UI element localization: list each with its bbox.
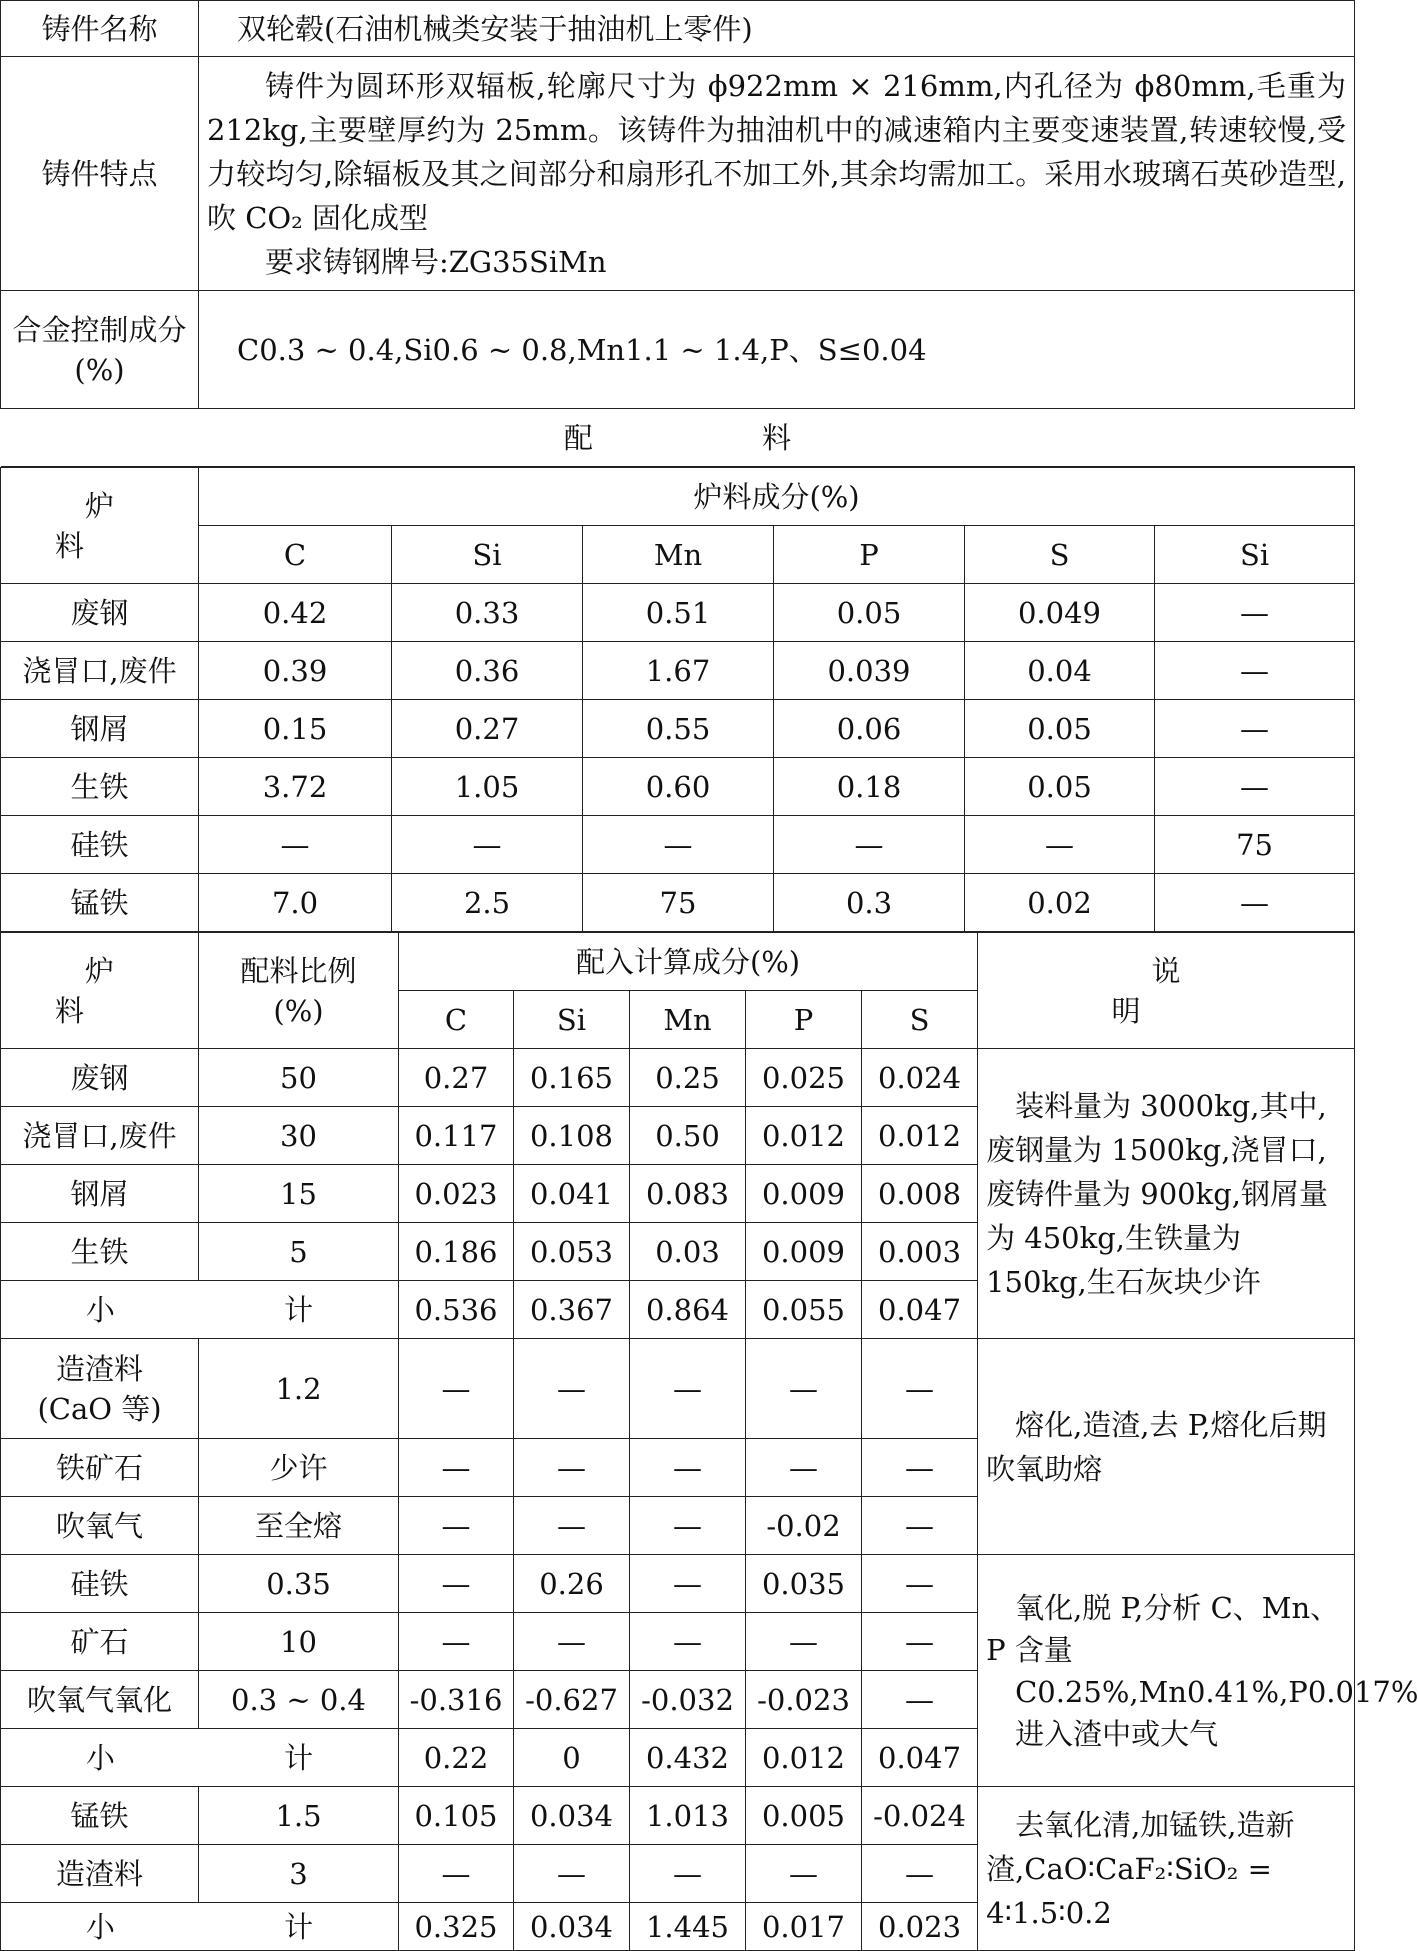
- table-row: [1, 758, 1355, 816]
- cell: 0.536: [399, 1281, 514, 1339]
- cell: 0.02: [965, 874, 1155, 932]
- cell: 0.165: [514, 1049, 630, 1107]
- cell: 0.003: [862, 1223, 978, 1281]
- cell: 0.04: [965, 642, 1155, 700]
- cell: 0.05: [774, 584, 965, 642]
- cell: —: [1155, 874, 1355, 932]
- table-row: [1, 1555, 1355, 1613]
- cell: —: [399, 1497, 514, 1555]
- cell: —: [514, 1339, 630, 1439]
- cell: 0.023: [862, 1903, 978, 1951]
- block2-note: [978, 1339, 1355, 1555]
- cell: —: [862, 1671, 978, 1729]
- calc-col-p: P: [746, 991, 862, 1049]
- calc-row-label-text: 炉 料: [54, 953, 174, 1028]
- calc-note-label: [978, 933, 1355, 1049]
- cell: 0.05: [965, 700, 1155, 758]
- cell: —: [399, 1613, 514, 1671]
- table-row: [1, 1787, 1355, 1845]
- block1-note: [978, 1049, 1355, 1339]
- cell: —: [583, 816, 774, 874]
- cell: 0.60: [583, 758, 774, 816]
- cell: 0.3: [774, 874, 965, 932]
- cell: -0.316: [399, 1671, 514, 1729]
- block1-note-text: 装料量为 3000kg,其中,废钢量为 1500kg,浇冒口,废铸件量为 900kg,钢屑量为 450kg,生铁量为 150kg,生石灰块少许: [986, 1088, 1328, 1299]
- cell: 0.012: [746, 1107, 862, 1165]
- cell: 0.22: [399, 1729, 514, 1787]
- cell: —: [1155, 584, 1355, 642]
- row-ratio: 15: [199, 1165, 399, 1223]
- cell: —: [1155, 758, 1355, 816]
- cell: 0.50: [630, 1107, 746, 1165]
- casting-feature-cell: [199, 57, 1355, 291]
- table-row: [1, 816, 1355, 874]
- charge-composition-table: [0, 467, 1355, 932]
- cell: —: [774, 816, 965, 874]
- row-ratio: 5: [199, 1223, 399, 1281]
- cell: —: [630, 1555, 746, 1613]
- cell: 0.047: [862, 1729, 978, 1787]
- block3-note: [978, 1555, 1418, 1787]
- table-row: [1, 584, 1355, 642]
- block4-note-text: 去氧化清,加锰铁,造新渣,CaO∶CaF₂∶SiO₂ = 4∶1.5∶0.2: [986, 1807, 1295, 1930]
- casting-steel-grade: 要求铸钢牌号:ZG35SiMn: [265, 244, 607, 279]
- cell: 0.25: [630, 1049, 746, 1107]
- subtotal-label-text: 小 计: [85, 1909, 394, 1944]
- cell: 3.72: [199, 758, 392, 816]
- table-row: [1, 874, 1355, 932]
- calc-col-mn: Mn: [630, 991, 746, 1049]
- cell: —: [514, 1497, 630, 1555]
- cell: -0.032: [630, 1671, 746, 1729]
- cell: 0.51: [583, 584, 774, 642]
- cell: 2.5: [392, 874, 583, 932]
- cell: 0.034: [514, 1903, 630, 1951]
- cell: 0.049: [965, 584, 1155, 642]
- cell: —: [965, 816, 1155, 874]
- cell: -0.627: [514, 1671, 630, 1729]
- cell: 0.005: [746, 1787, 862, 1845]
- table-row: [1, 1049, 1355, 1107]
- cell: 0.186: [399, 1223, 514, 1281]
- row-name: 钢屑: [1, 1165, 199, 1223]
- cell: —: [399, 1339, 514, 1439]
- cell: 0.26: [514, 1555, 630, 1613]
- cell: —: [514, 1845, 630, 1903]
- cell: —: [1155, 700, 1355, 758]
- row-name: 锰铁: [1, 874, 199, 932]
- cell: —: [862, 1555, 978, 1613]
- cell: 75: [583, 874, 774, 932]
- row-name: 矿石: [1, 1613, 199, 1671]
- calc-row-label: [1, 933, 199, 1049]
- cell: 0.034: [514, 1787, 630, 1845]
- cell: 0.105: [399, 1787, 514, 1845]
- calc-col-si: Si: [514, 991, 630, 1049]
- cell: 0.009: [746, 1223, 862, 1281]
- alloy-label: 合金控制成分(%): [1, 291, 199, 409]
- cell: —: [862, 1845, 978, 1903]
- cell: —: [630, 1845, 746, 1903]
- cell: 7.0: [199, 874, 392, 932]
- cell: —: [746, 1613, 862, 1671]
- casting-name-label: 铸件名称: [1, 1, 199, 57]
- casting-name-value: 双轮毂(石油机械类安装于抽油机上零件): [199, 1, 1355, 57]
- cell: 0.012: [746, 1729, 862, 1787]
- calc-col-c: C: [399, 991, 514, 1049]
- cell: 0.008: [862, 1165, 978, 1223]
- row-name: 吹氧气: [1, 1497, 199, 1555]
- cell: 0.035: [746, 1555, 862, 1613]
- table-row: [1, 642, 1355, 700]
- cell: 1.67: [583, 642, 774, 700]
- cell: 0.025: [746, 1049, 862, 1107]
- row-ratio: 0.35: [199, 1555, 399, 1613]
- cell: -0.024: [862, 1787, 978, 1845]
- row-name: 铁矿石: [1, 1439, 199, 1497]
- cell: 0.33: [392, 584, 583, 642]
- block3-note-line3: 进入渣中或大气: [1015, 1716, 1219, 1751]
- row-name: 吹氧气氧化: [1, 1671, 199, 1729]
- cell: 0: [514, 1729, 630, 1787]
- cell: 75: [1155, 816, 1355, 874]
- row-name: 硅铁: [1, 816, 199, 874]
- cell: 0.367: [514, 1281, 630, 1339]
- cell: 0.024: [862, 1049, 978, 1107]
- cell: 0.15: [199, 700, 392, 758]
- section-title-text: 配 料: [563, 420, 872, 455]
- cell: —: [199, 816, 392, 874]
- row-name: 硅铁: [1, 1555, 199, 1613]
- cell: 0.041: [514, 1165, 630, 1223]
- cell: 0.55: [583, 700, 774, 758]
- block4-note: [978, 1787, 1355, 1951]
- table-row: [1, 700, 1355, 758]
- calc-group-label: 配入计算成分(%): [399, 933, 978, 991]
- cell: —: [630, 1613, 746, 1671]
- calc-note-label-text: 说 明: [1111, 953, 1261, 1028]
- cell: 0.047: [862, 1281, 978, 1339]
- cell: 0.42: [199, 584, 392, 642]
- alloy-value: C0.3 ~ 0.4,Si0.6 ~ 0.8,Mn1.1 ~ 1.4,P、S≤0.04: [199, 291, 1355, 409]
- casting-feature-label: 铸件特点: [1, 57, 199, 291]
- charge-row-label: [1, 468, 199, 584]
- cell: 1.05: [392, 758, 583, 816]
- charge-row-label-text: 炉 料: [54, 488, 174, 563]
- cell: —: [1155, 642, 1355, 700]
- cell: —: [514, 1613, 630, 1671]
- cell: 0.05: [965, 758, 1155, 816]
- casting-feature-text: 铸件为圆环形双辐板,轮廓尺寸为 ϕ922mm × 216mm,内孔径为 ϕ80mm,毛重为 212kg,主要壁厚约为 25mm。该铸件为抽油机中的减速箱内主要变速装置,转速较慢,受力较均匀,除辐板及其之间部分和扇形孔不加工外,其余均需加工。采用水玻璃石英砂造型,吹 CO₂ 固化成型: [207, 68, 1346, 235]
- row-ratio: 1.2: [199, 1339, 399, 1439]
- cell: 0.117: [399, 1107, 514, 1165]
- row-name: 造渣料(CaO 等): [1, 1339, 199, 1439]
- charge-col-mn: Mn: [583, 526, 774, 584]
- cell: 1.013: [630, 1787, 746, 1845]
- calculated-charge-table: [0, 932, 1418, 1951]
- charge-col-p: P: [774, 526, 965, 584]
- cell: 0.009: [746, 1165, 862, 1223]
- row-ratio: 0.3 ~ 0.4: [199, 1671, 399, 1729]
- cell: —: [746, 1845, 862, 1903]
- row-name: 废钢: [1, 1049, 199, 1107]
- cell: -0.02: [746, 1497, 862, 1555]
- cell: 0.055: [746, 1281, 862, 1339]
- cell: —: [630, 1439, 746, 1497]
- cell: 0.27: [399, 1049, 514, 1107]
- row-name: 浇冒口,废件: [1, 642, 199, 700]
- charge-col-c: C: [199, 526, 392, 584]
- cell: —: [392, 816, 583, 874]
- cell: —: [862, 1613, 978, 1671]
- cell: —: [630, 1339, 746, 1439]
- cell: 0.325: [399, 1903, 514, 1951]
- cell: —: [399, 1845, 514, 1903]
- cell: 0.39: [199, 642, 392, 700]
- subtotal-label: [1, 1281, 399, 1339]
- block3-note-line2: C0.25%,Mn0.41%,P0.017%: [1015, 1674, 1418, 1709]
- row-ratio: 至全熔: [199, 1497, 399, 1555]
- cell: —: [746, 1439, 862, 1497]
- row-name: 废钢: [1, 584, 199, 642]
- cell: 0.03: [630, 1223, 746, 1281]
- casting-info-table: [0, 0, 1355, 467]
- cell: —: [862, 1339, 978, 1439]
- row-name: 生铁: [1, 1223, 199, 1281]
- cell: 0.108: [514, 1107, 630, 1165]
- cell: —: [746, 1339, 862, 1439]
- cell: —: [862, 1439, 978, 1497]
- row-ratio: 3: [199, 1845, 399, 1903]
- cell: 0.18: [774, 758, 965, 816]
- cell: 0.06: [774, 700, 965, 758]
- cell: —: [630, 1497, 746, 1555]
- calc-col-s: S: [862, 991, 978, 1049]
- row-ratio: 1.5: [199, 1787, 399, 1845]
- row-name: 锰铁: [1, 1787, 199, 1845]
- section-title: [1, 409, 1355, 467]
- cell: 0.053: [514, 1223, 630, 1281]
- subtotal-label-text: 小 计: [85, 1292, 394, 1327]
- cell: 0.012: [862, 1107, 978, 1165]
- row-ratio: 10: [199, 1613, 399, 1671]
- block2-note-text: 熔化,造渣,去 P,熔化后期吹氧助熔: [986, 1407, 1327, 1486]
- cell: 0.432: [630, 1729, 746, 1787]
- cell: —: [399, 1555, 514, 1613]
- subtotal-label: [1, 1903, 399, 1951]
- charge-col-si2: Si: [1155, 526, 1355, 584]
- row-ratio: 少许: [199, 1439, 399, 1497]
- calc-ratio-label: 配料比例(%): [199, 933, 399, 1049]
- subtotal-label-text: 小 计: [85, 1740, 394, 1775]
- row-name: 钢屑: [1, 700, 199, 758]
- subtotal-label: [1, 1729, 399, 1787]
- cell: 0.36: [392, 642, 583, 700]
- cell: —: [862, 1497, 978, 1555]
- row-name: 造渣料: [1, 1845, 199, 1903]
- charge-col-si: Si: [392, 526, 583, 584]
- row-name: 生铁: [1, 758, 199, 816]
- row-ratio: 50: [199, 1049, 399, 1107]
- table-row: [1, 1339, 1355, 1439]
- cell: 0.083: [630, 1165, 746, 1223]
- cell: 0.023: [399, 1165, 514, 1223]
- cell: —: [399, 1439, 514, 1497]
- block3-note-line1: 氧化,脱 P,分析 C、Mn、P 含量: [986, 1590, 1340, 1667]
- cell: 1.445: [630, 1903, 746, 1951]
- cell: 0.27: [392, 700, 583, 758]
- cell: 0.864: [630, 1281, 746, 1339]
- row-name: 浇冒口,废件: [1, 1107, 199, 1165]
- cell: —: [514, 1439, 630, 1497]
- row-ratio: 30: [199, 1107, 399, 1165]
- charge-col-s: S: [965, 526, 1155, 584]
- cell: -0.023: [746, 1671, 862, 1729]
- cell: 0.039: [774, 642, 965, 700]
- charge-group-label: 炉料成分(%): [199, 468, 1355, 526]
- cell: 0.017: [746, 1903, 862, 1951]
